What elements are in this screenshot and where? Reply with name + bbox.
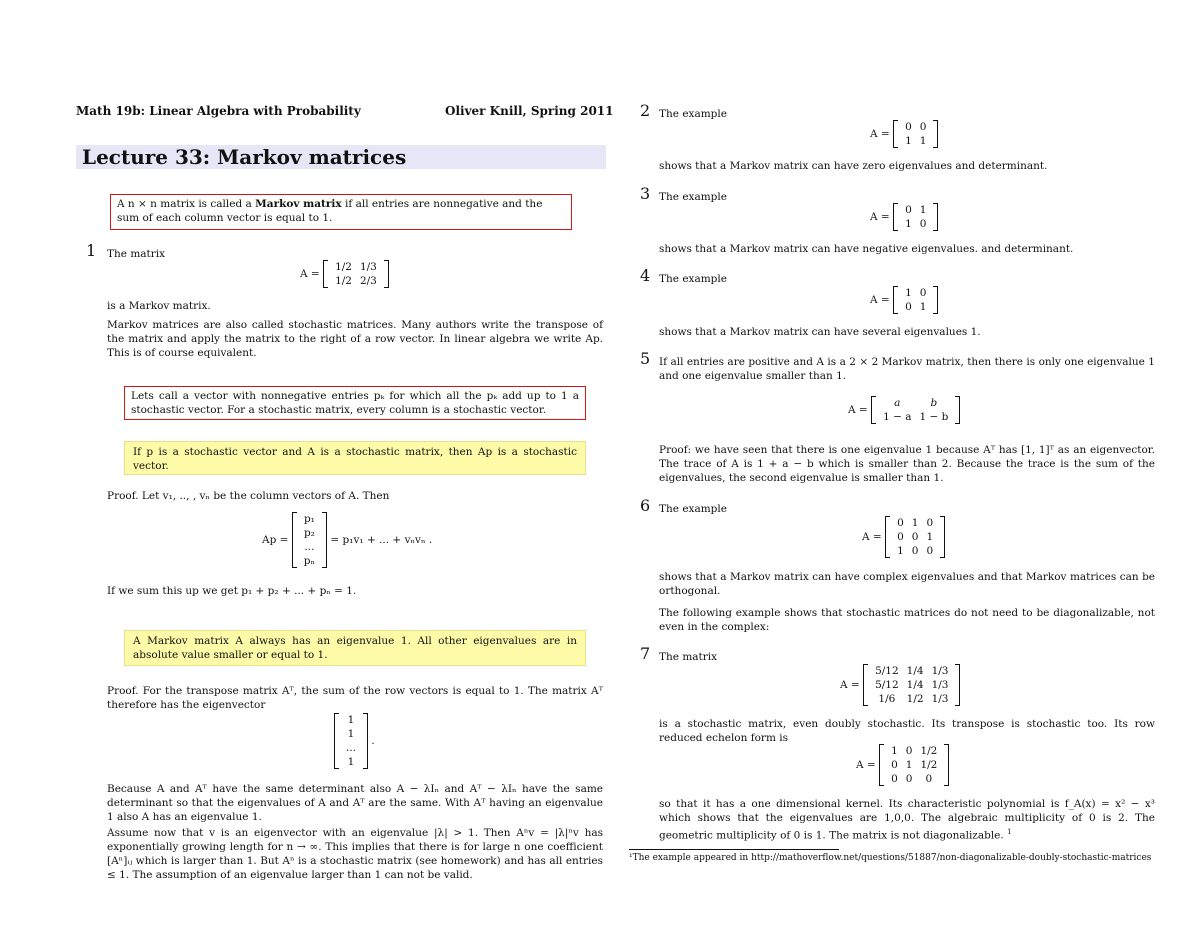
matrix-equation bbox=[862, 516, 945, 558]
stochastic-vector-box: Lets call a vector with nonnegative entries pₖ for which all the pₖ add up to 1 a stochastic vector. For a stochastic matrix, every column is a stochastic vector. bbox=[124, 386, 586, 420]
p-vector: p₁ p₂ ... pₙ bbox=[292, 512, 327, 568]
definition-post: if all entries are nonnegative and the sum of each column vector is equal to 1. bbox=[117, 198, 543, 224]
example-intro: The matrix bbox=[659, 651, 718, 663]
ap-rhs: = p₁v₁ + ... + vₙvₙ . bbox=[330, 534, 433, 546]
rref-equation bbox=[856, 744, 949, 786]
rref-matrix: 1 0 1/2 0 1 1/2 0 0 0 bbox=[879, 744, 949, 786]
matrix: 0 1 1 0 bbox=[893, 203, 938, 231]
matrix-label: A = bbox=[870, 211, 890, 223]
example-intro: The matrix bbox=[107, 248, 166, 260]
example-after: shows that a Markov matrix can have negative eigenvalues. and determinant. bbox=[659, 243, 1074, 255]
example-number: 4 bbox=[640, 266, 651, 285]
matrix-equation bbox=[870, 286, 938, 314]
ones-vector: 1 1 ... 1 . bbox=[334, 713, 375, 769]
matrix: 0 1 0 0 0 1 1 0 0 bbox=[885, 516, 945, 558]
theorem-box-stochastic: If p is a stochastic vector and A is a stochastic matrix, then Ap is a stochastic vector. bbox=[124, 441, 586, 475]
footnote-marker: 1 bbox=[1007, 828, 1012, 836]
example-after: is a stochastic matrix, even doubly stochastic. Its transpose is stochastic too. Its row reduced echelon form is bbox=[659, 718, 1155, 744]
definition-pre: A n × n matrix is called a bbox=[117, 198, 256, 210]
matrix-equation bbox=[870, 120, 938, 148]
example-intro: The example bbox=[659, 273, 727, 285]
example-intro: If all entries are positive and A is a 2 × 2 Markov matrix, then there is only one eigenvalue 1 and one eigenvalue smaller than 1. bbox=[659, 356, 1155, 382]
matrix: 1 0 0 1 bbox=[893, 286, 938, 314]
matrix-label: A = bbox=[870, 128, 890, 140]
matrix-label: A = bbox=[870, 294, 890, 306]
matrix-label: A = bbox=[300, 268, 320, 280]
example-number: 5 bbox=[640, 349, 651, 368]
footnote-rule bbox=[629, 849, 839, 850]
example-after: shows that a Markov matrix can have several eigenvalues 1. bbox=[659, 326, 981, 338]
page-title: Lecture 33: Markov matrices bbox=[76, 145, 606, 169]
theorem-box-eigenvalue: A Markov matrix A always has an eigenvalue 1. All other eigenvalues are in absolute value smaller or equal to 1. bbox=[124, 630, 586, 666]
matrix-label: A = bbox=[862, 531, 882, 543]
definition-box bbox=[110, 194, 572, 230]
matrix: 5/12 1/4 1/3 5/12 1/4 1/3 1/6 1/2 1/3 bbox=[863, 664, 960, 706]
matrix-equation bbox=[840, 664, 960, 706]
eigenvalue-bound-paragraph: Assume now that v is an eigenvector with an eigenvalue |λ| > 1. Then Aⁿv = |λ|ⁿv has exponentially growing length for n → ∞. This implies that there is for large n one coefficient [Aⁿ]ᵢⱼ which is larger than 1. But Aⁿ is a stochastic matrix (see homework) and has all entries ≤ 1. The assumption of an eigenvalue larger than 1 can not be valid. bbox=[107, 827, 603, 881]
matrix-equation bbox=[300, 260, 420, 288]
stochastic-paragraph: Markov matrices are also called stochastic matrices. Many authors write the transpose of the matrix and apply the matrix to the right of a row vector. In linear algebra we write Ap. This is of course equivalent. bbox=[107, 319, 603, 359]
matrix-label: A = bbox=[840, 679, 860, 691]
example-intro: The example bbox=[659, 108, 727, 120]
matrix-label: A = bbox=[856, 759, 876, 771]
kernel-paragraph bbox=[659, 797, 1155, 843]
author-header: Oliver Knill, Spring 2011 bbox=[445, 104, 614, 118]
example-number: 2 bbox=[640, 101, 651, 120]
sum-line: If we sum this up we get p₁ + p₂ + ... + pₙ = 1. bbox=[107, 585, 357, 597]
proof-intro: Proof. Let v₁, .., , vₙ be the column vectors of A. Then bbox=[107, 490, 390, 502]
example-after: shows that a Markov matrix can have complex eigenvalues and that Markov matrices can be orthogonal. bbox=[659, 571, 1155, 597]
example-number: 1 bbox=[86, 241, 97, 260]
matrix: 0 0 1 1 bbox=[893, 120, 938, 148]
ap-equation bbox=[262, 512, 512, 568]
matrix-label: A = bbox=[848, 404, 868, 416]
example-intro: The example bbox=[659, 191, 727, 203]
example-after: is a Markov matrix. bbox=[107, 300, 211, 312]
definition-term: Markov matrix bbox=[255, 198, 342, 210]
example-number: 3 bbox=[640, 184, 651, 203]
ap-label: Ap = bbox=[262, 534, 289, 546]
example-number: 7 bbox=[640, 644, 651, 663]
proof-transpose: Proof. For the transpose matrix Aᵀ, the sum of the row vectors is equal to 1. The matrix Aᵀ therefore has the eigenvector bbox=[107, 685, 603, 711]
footnote: ¹The example appeared in http://mathoverflow.net/questions/51887/non-diagonalizable-doubly-stochastic-matrices bbox=[629, 853, 1152, 863]
course-header: Math 19b: Linear Algebra with Probability bbox=[76, 104, 361, 118]
example-intro: The example bbox=[659, 503, 727, 515]
ones-matrix: 1 1 ... 1 bbox=[334, 713, 368, 769]
matrix-equation bbox=[870, 203, 938, 231]
example-number: 6 bbox=[640, 496, 651, 515]
example-after: shows that a Markov matrix can have zero eigenvalues and determinant. bbox=[659, 160, 1048, 172]
matrix: 1/2 1/3 1/2 2/3 bbox=[323, 260, 389, 288]
matrix: a b 1 − a 1 − b bbox=[871, 396, 960, 424]
diagonalizable-paragraph: The following example shows that stochastic matrices do not need to be diagonalizable, not even in the complex: bbox=[659, 607, 1155, 633]
determinant-paragraph: Because A and Aᵀ have the same determinant also A − λIₙ and Aᵀ − λIₙ have the same determinant so that the eigenvalues of A and Aᵀ are the same. With Aᵀ having an eigenvalue 1 also A has an eigenvalue 1. bbox=[107, 783, 603, 823]
matrix-equation bbox=[848, 396, 960, 424]
kernel-text: so that it has a one dimensional kernel. Its characteristic polynomial is f_A(x) = x² − x³ which shows that the eigenvalues are 1,0,0. The algebraic multiplicity of 0 is 2. The geometric multiplicity of 0 is 1. The matrix is not diagonalizable. bbox=[659, 798, 1155, 842]
example-after: Proof: we have seen that there is one eigenvalue 1 because Aᵀ has [1, 1]ᵀ as an eigenvector. The trace of A is 1 + a − b which is smaller than 2. Because the trace is the sum of the eigenvalues, the second eigenvalue is smaller than 1. bbox=[659, 444, 1155, 484]
